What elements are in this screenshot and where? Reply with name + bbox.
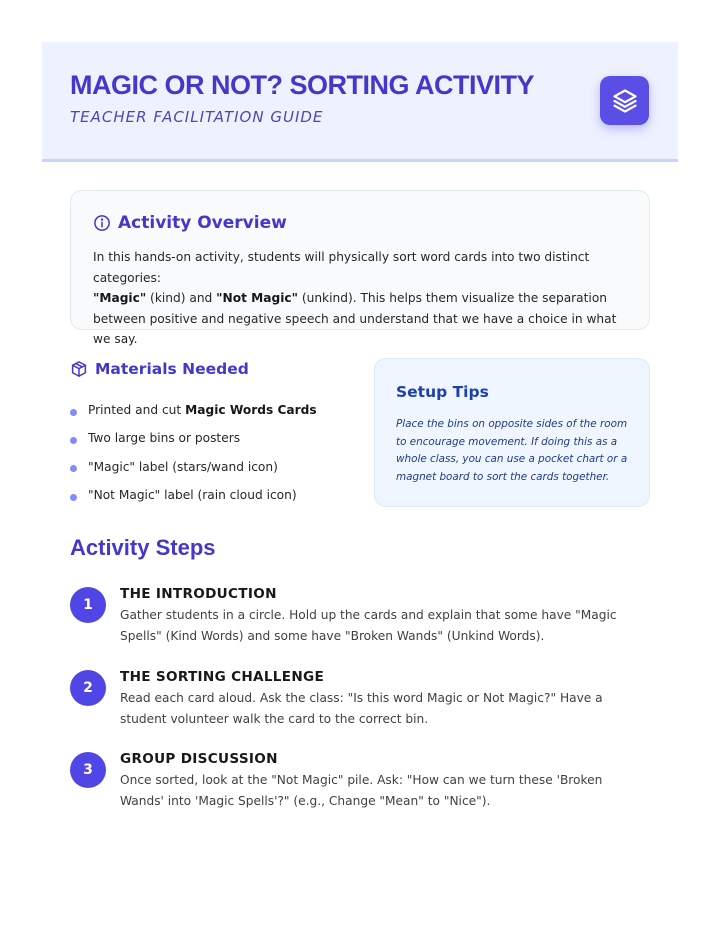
step-title: GROUP DISCUSSION (120, 751, 278, 767)
logo-badge (600, 76, 649, 125)
overview-text-part: In this hands-on activity, students will physically sort word cards into two distinct categories: (93, 250, 590, 285)
item-text: "Magic" label (stars/wand icon) (88, 459, 278, 474)
step-number-badge: 1 (70, 587, 106, 623)
bullet-dot (70, 437, 77, 444)
step-description: Read each card aloud. Ask the class: "Is this word Magic or Not Magic?" Have a student volunteer walk the card to the correct bin. (120, 691, 603, 726)
setup-tips-card (374, 358, 650, 507)
page-title: MAGIC OR NOT? SORTING ACTIVITY (70, 70, 534, 100)
overview-text-part: (unkind). This helps them visualize the separation between positive and negative speech and understand that we have a choice in what we say. (93, 291, 617, 346)
step-number-badge: 2 (70, 670, 106, 706)
step-title: THE INTRODUCTION (120, 586, 277, 602)
overview-text-part: (kind) and (146, 291, 217, 305)
step-description: Gather students in a circle. Hold up the cards and explain that some have "Magic Spells" (Kind Words) and some have "Broken Wands" (Unkind Words). (120, 608, 617, 643)
bullet-dot (70, 409, 77, 416)
bullet-dot (70, 465, 77, 472)
header-banner (42, 42, 678, 162)
page-subtitle: TEACHER FACILITATION GUIDE (70, 108, 324, 126)
info-icon (93, 214, 111, 232)
overview-heading (93, 213, 287, 233)
overview-text (93, 247, 633, 350)
materials-heading (70, 360, 249, 378)
materials-list (70, 396, 360, 509)
tips-text: Place the bins on opposite sides of the room to encourage movement. If doing this as a whole class, you can use a pocket chart or a magnet board to sort the cards together. (396, 418, 628, 483)
not-magic-term: "Not Magic" (216, 291, 298, 305)
step-number-badge: 3 (70, 752, 106, 788)
list-item (70, 481, 360, 509)
steps-title: Activity Steps (70, 535, 216, 560)
layers-icon (611, 87, 639, 115)
list-item (70, 453, 360, 481)
box-icon (70, 360, 88, 378)
item-text: Two large bins or posters (88, 431, 241, 446)
item-text: "Not Magic" label (rain cloud icon) (88, 488, 297, 503)
overview-card (70, 190, 650, 346)
list-item (70, 424, 360, 452)
step-title: THE SORTING CHALLENGE (120, 669, 325, 685)
bullet-dot (70, 494, 77, 501)
materials-title: Materials Needed (95, 360, 249, 378)
overview-title: Activity Overview (118, 213, 287, 233)
step-description: Once sorted, look at the "Not Magic" pile. Ask: "How can we turn these 'Broken Wands' into 'Magic Spells'?" (e.g., Change "Mean" to "Nice"). (120, 773, 603, 808)
list-item (70, 396, 360, 424)
tips-title: Setup Tips (396, 383, 489, 401)
item-bold-text: Magic Words Cards (185, 403, 317, 418)
item-text: Printed and cut (88, 403, 182, 418)
magic-term: "Magic" (93, 291, 147, 305)
